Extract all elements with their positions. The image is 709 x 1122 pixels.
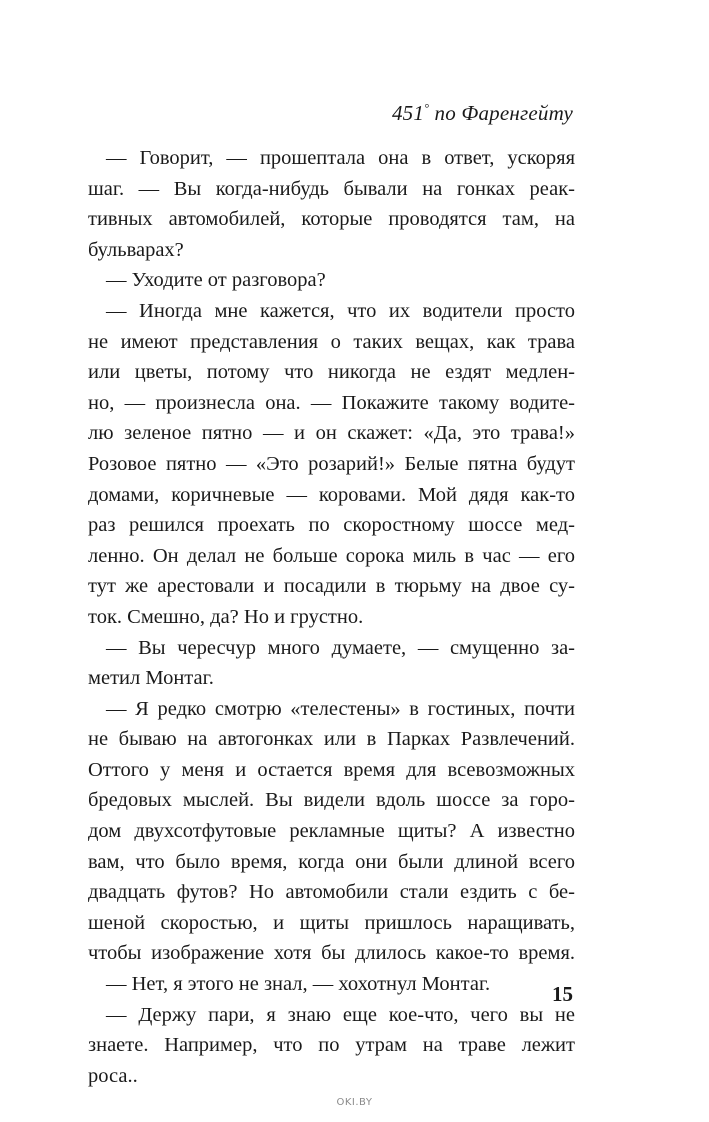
text-line: — Уходите от разговора? [106, 269, 326, 292]
running-head-title: по Фаренгейту [429, 101, 573, 125]
text-line: — Нет, я этого не знал, — хохотнул Монтаг. [106, 973, 491, 996]
text-line: — Держу пари, я знаю еще кое-что, чего вы не [106, 1003, 575, 1026]
text-line: ток. Смешно, да? Но и грустно. [88, 605, 364, 628]
text-line: дом двухсотфутовые рекламные щиты? А известно [88, 820, 575, 843]
text-line: метил Монтаг. [88, 667, 214, 690]
text-line: но, — произнесла она. — Покажите такому водите- [88, 391, 575, 414]
text-line: бульварах? [88, 238, 184, 261]
text-line: или цветы, потому что никогда не ездят медлен- [88, 361, 575, 384]
page-number: 15 [552, 982, 573, 1006]
text-line: бредовых мыслей. Вы видели вдоль шоссе за горо- [88, 789, 575, 812]
text-line: знаете. Например, что по утрам на траве лежит [88, 1034, 575, 1057]
text-line: раз решился проехать по скоростному шоссе мед- [88, 514, 575, 537]
text-line: двадцать футов? Но автомобили стали ездить с бе- [88, 881, 575, 904]
text-line: не имеют представления о таких вещах, как трава [88, 330, 575, 353]
degree-sign: ° [424, 101, 430, 115]
text-line: Розовое пятно — «Это розарий!» Белые пятна будут [88, 452, 575, 475]
text-line: вам, что было время, когда они были длиной всего [88, 850, 575, 873]
text-line: ленно. Он делал не больше сорока миль в час — его [88, 544, 575, 567]
text-line: тивных автомобилей, которые проводятся там, на [88, 208, 575, 231]
text-line: тут же арестовали и посадили в тюрьму на двое су- [88, 575, 575, 598]
text-line: домами, коричневые — коровами. Мой дядя как-то [88, 483, 575, 506]
text-line: — Говорит, — прошептала она в ответ, ускоряя [106, 147, 575, 169]
text-line: чтобы изображение хотя бы длилось какое-то время. [88, 942, 575, 965]
running-head-number: 451 [391, 101, 425, 125]
text-line: лю зеленое пятно — и он скажет: «Да, это трава!» [88, 422, 575, 445]
text-line: — Иногда мне кажется, что их водители просто [106, 299, 575, 322]
text-line: шеной скоростью, и щиты пришлось наращивать, [88, 911, 575, 934]
running-head [392, 101, 573, 126]
text-line: не бываю на автогонках или в Парках Развлечений. [88, 728, 575, 751]
body-text [88, 143, 575, 1091]
text-line: шаг. — Вы когда-нибудь бывали на гонках реак- [88, 177, 575, 200]
watermark: OKI.BY [336, 1097, 373, 1108]
text-line: Оттого у меня и остается время для всевозможных [88, 758, 575, 781]
text-line: — Вы чересчур много думаете, — смущенно за- [106, 636, 575, 659]
text-line: — Я редко смотрю «телестены» в гостиных, почти [106, 697, 575, 720]
text-line: роса.. [88, 1064, 138, 1087]
